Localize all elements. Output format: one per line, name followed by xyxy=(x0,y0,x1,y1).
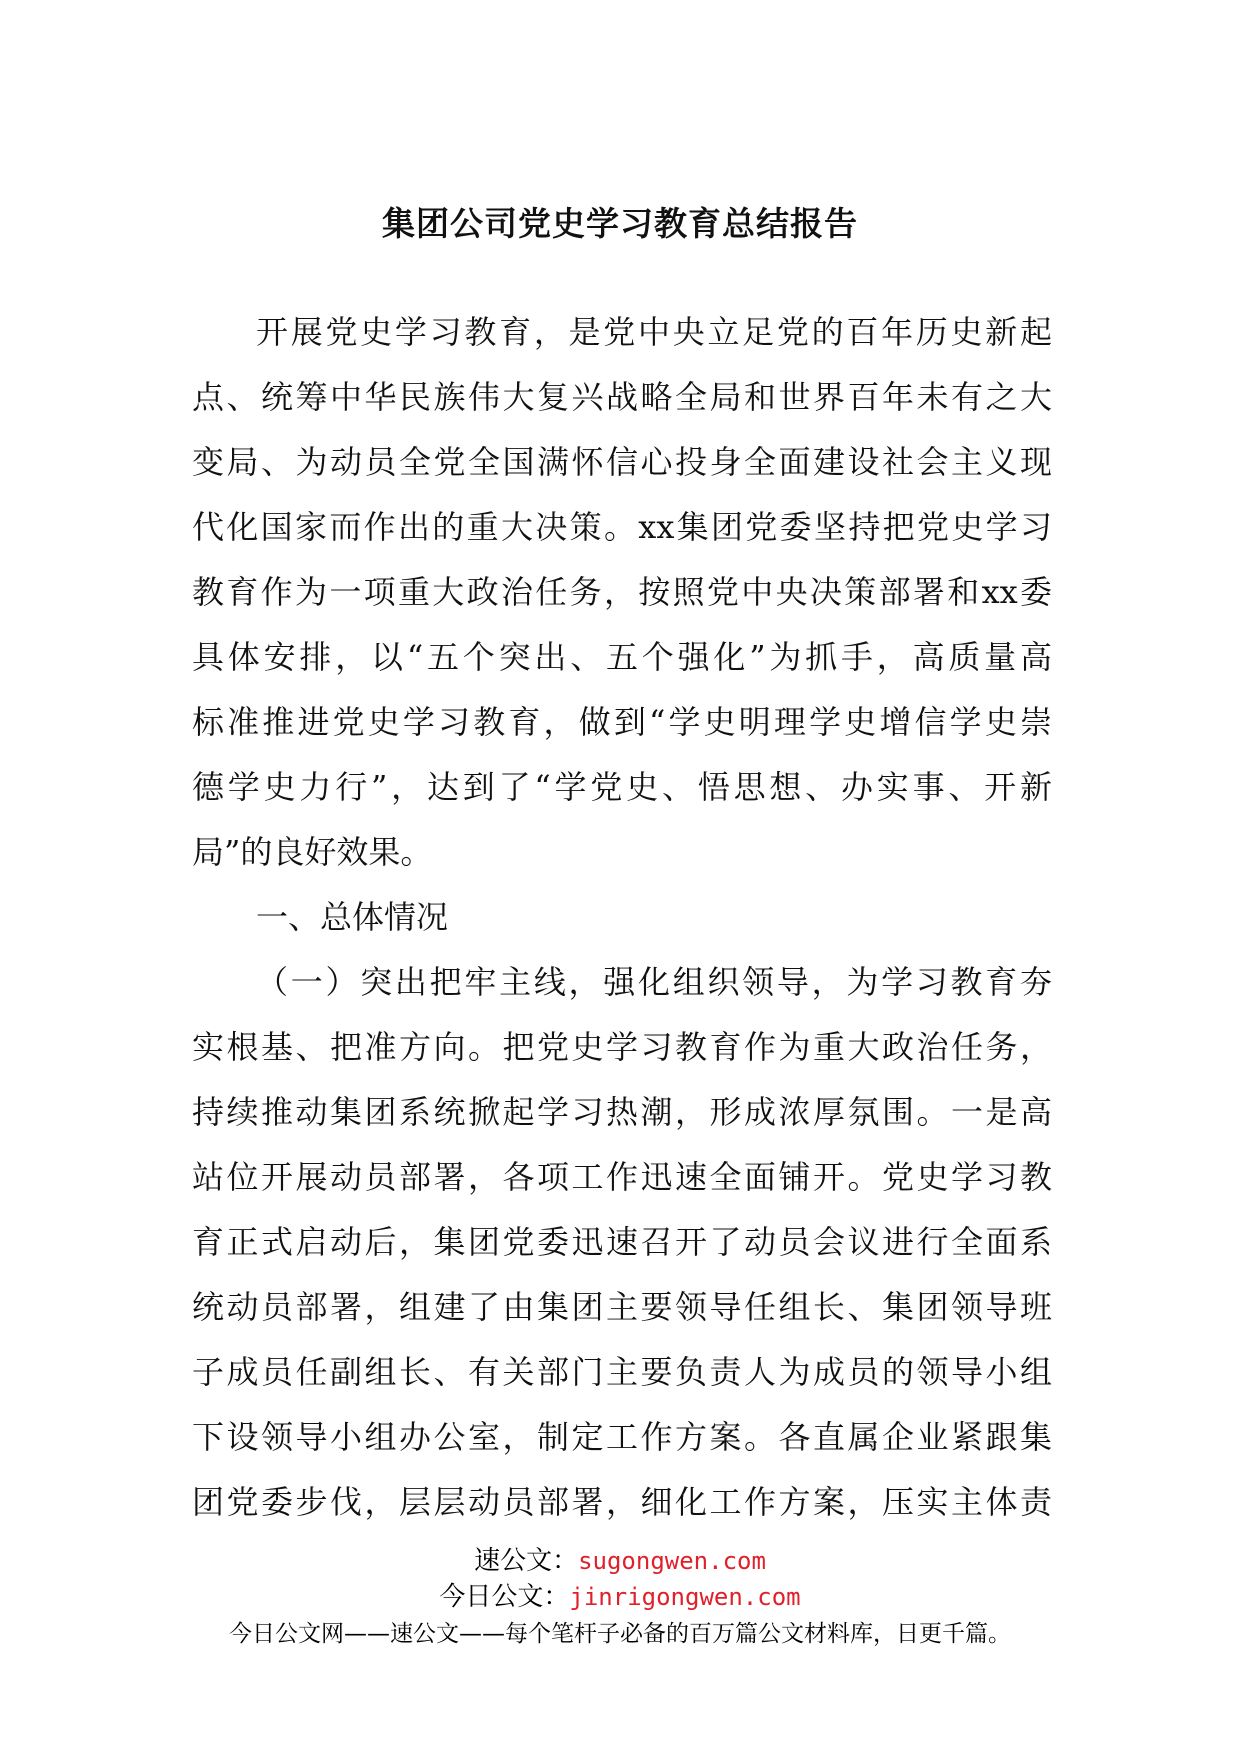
footer-row-jinrigongwen xyxy=(0,1579,1240,1615)
paragraph-line: 变局、为动员全党全国满怀信心投身全面建设社会主义现 xyxy=(192,443,1052,481)
paragraph-line: 下设领导小组办公室，制定工作方案。各直属企业紧跟集 xyxy=(192,1418,1052,1456)
footer-label: 速公文： xyxy=(474,1546,579,1576)
site-link[interactable]: jinrigongwen.com xyxy=(569,1583,801,1611)
paragraph-line: 子成员任副组长、有关部门主要负责人为成员的领导小组 xyxy=(192,1353,1052,1391)
paragraph-line: 点、统筹中华民族伟大复兴战略全局和世界百年未有之大 xyxy=(192,378,1052,416)
paragraph-line: 团党委步伐，层层动员部署，细化工作方案，压实主体责 xyxy=(192,1483,1052,1521)
paragraph-line: 实根基、把准方向。把党史学习教育作为重大政治任务， xyxy=(192,1028,1052,1066)
paragraph-line: 持续推动集团系统掀起学习热潮，形成浓厚氛围。一是高 xyxy=(192,1093,1052,1131)
paragraph-line: （一）突出把牢主线，强化组织领导，为学习教育夯 xyxy=(256,963,1052,1001)
footer-label: 今日公文： xyxy=(439,1582,570,1612)
footer-row-sugongwen xyxy=(0,1543,1240,1579)
paragraph-line: 育正式启动后，集团党委迅速召开了动员会议进行全面系 xyxy=(192,1223,1052,1261)
document-title: 集团公司党史学习教育总结报告 xyxy=(382,204,858,243)
paragraph-line: 站位开展动员部署，各项工作迅速全面铺开。党史学习教 xyxy=(192,1158,1052,1196)
paragraph-line: 局”的良好效果。 xyxy=(192,833,433,871)
paragraph-line: 教育作为一项重大政治任务，按照党中央决策部署和xx委 xyxy=(192,573,1052,611)
footer-slogan: 今日公文网——速公文——每个笔杆子必备的百万篇公文材料库，日更千篇。 xyxy=(229,1621,1011,1647)
site-link[interactable]: sugongwen.com xyxy=(578,1547,766,1575)
paragraph-line: 具体安排，以“五个突出、五个强化”为抓手，高质量高 xyxy=(192,638,1052,676)
paragraph-line: 开展党史学习教育，是党中央立足党的百年历史新起 xyxy=(256,313,1052,351)
paragraph-line: 代化国家而作出的重大决策。xx集团党委坚持把党史学习 xyxy=(192,508,1052,546)
paragraph-line: 德学史力行”，达到了“学党史、悟思想、办实事、开新 xyxy=(192,768,1052,806)
paragraph-line: 统动员部署，组建了由集团主要领导任组长、集团领导班 xyxy=(192,1288,1052,1326)
section-heading: 一、总体情况 xyxy=(256,898,449,936)
document-body xyxy=(192,300,1052,1535)
paragraph-line: 标准推进党史学习教育，做到“学史明理学史增信学史崇 xyxy=(192,703,1052,741)
footer xyxy=(0,1543,1240,1651)
